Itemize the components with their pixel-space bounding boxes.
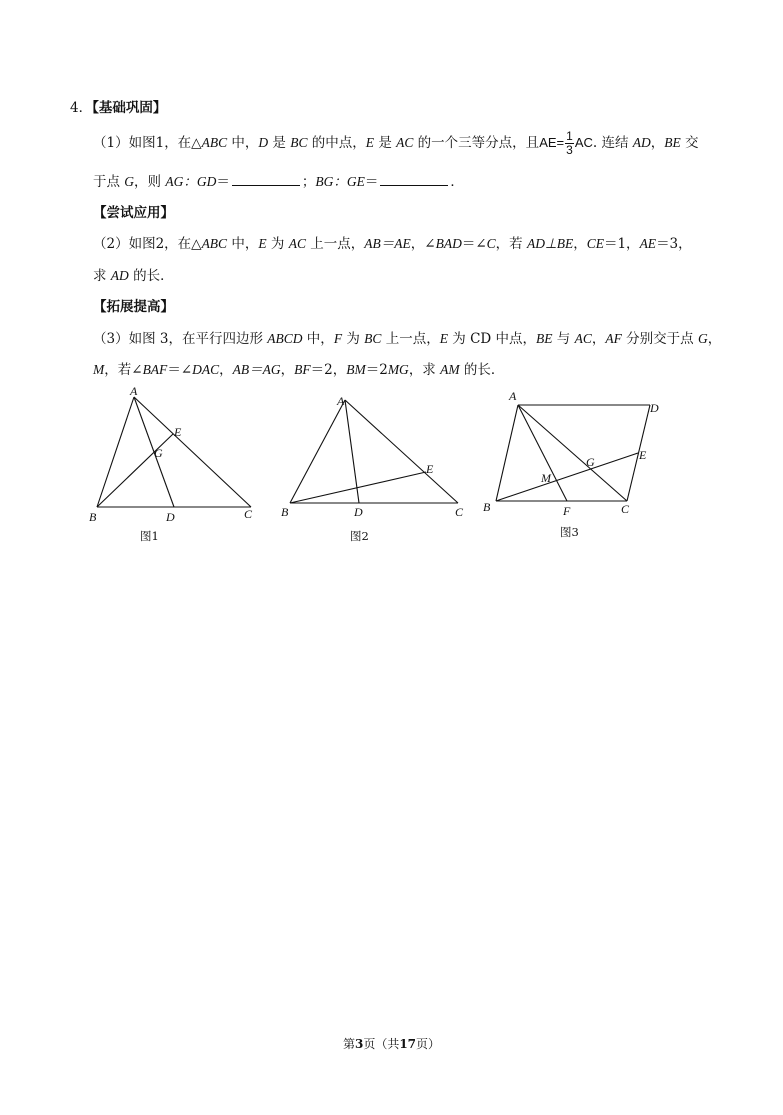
fraction-numerator: 1 bbox=[566, 129, 573, 143]
fig3-segment-be bbox=[496, 453, 638, 501]
section-title-basic: 【基础巩固】 bbox=[92, 100, 167, 116]
fig1-segment-be bbox=[97, 434, 173, 507]
q1-text: 中， bbox=[227, 134, 259, 151]
fig3-segment-ab bbox=[496, 405, 518, 501]
fraction-denominator: 3 bbox=[566, 143, 573, 157]
q2-text: ， bbox=[573, 236, 587, 252]
q3-var: F bbox=[333, 331, 343, 346]
q3-text: ，若∠ bbox=[104, 362, 143, 378]
fig1-label-d: D bbox=[166, 510, 175, 524]
q2-text: （2）如图2，在△ bbox=[93, 236, 202, 252]
q2-text: ＝∠ bbox=[461, 236, 487, 252]
q1-text: 的一个三等分点，且 bbox=[413, 134, 540, 151]
fig3-label-a: A bbox=[509, 389, 517, 403]
q3-var: BC bbox=[364, 331, 382, 346]
q3-text: 的长． bbox=[459, 362, 505, 378]
fig3-label-g: G bbox=[586, 455, 595, 469]
q3-var: BM bbox=[346, 362, 366, 377]
fig3-label-e: E bbox=[639, 448, 647, 462]
q1-text: 于点 bbox=[93, 174, 125, 190]
page-number: 3 bbox=[354, 1037, 364, 1051]
fig2-label-c: C bbox=[455, 505, 464, 519]
fig3-label-b: B bbox=[483, 500, 491, 514]
q3-var: M bbox=[93, 362, 105, 377]
q2-var: AC bbox=[288, 236, 306, 251]
q2-text: 上一点， bbox=[305, 236, 365, 252]
fig1-label-a: A bbox=[130, 384, 138, 398]
q3-var: AB＝AG bbox=[232, 362, 281, 377]
q3-var: AM bbox=[440, 362, 460, 377]
q1-var: ABC bbox=[201, 134, 228, 150]
q2-text: ，∠ bbox=[410, 236, 436, 252]
q1-ratio-bg-ge: BG：GE bbox=[315, 174, 365, 189]
fig1-label-b: B bbox=[89, 510, 97, 524]
fig2-segment-ab bbox=[290, 400, 345, 503]
q3-text: ＝∠ bbox=[167, 362, 193, 378]
q1-text: ； bbox=[301, 174, 316, 190]
q3-text: 为 bbox=[342, 331, 365, 347]
q1-fig-ref: 1 bbox=[155, 134, 165, 151]
q3-var: MG bbox=[387, 362, 409, 377]
q1-text: ． bbox=[450, 174, 464, 190]
fig3-segment-af bbox=[518, 405, 567, 501]
page-total: 17 bbox=[399, 1037, 417, 1051]
q2-var: AD⊥BE bbox=[526, 236, 574, 251]
q1-var: G bbox=[124, 174, 135, 189]
q3-var: BAF bbox=[142, 362, 168, 377]
q2-var: AD bbox=[110, 268, 129, 283]
q1-text: 交 bbox=[680, 134, 699, 151]
fig2-label-e: E bbox=[426, 462, 434, 476]
q2-var: C bbox=[486, 236, 496, 251]
q1-var: E bbox=[365, 134, 375, 150]
q2-var: E bbox=[258, 236, 267, 251]
formula-ac-label: AC bbox=[574, 134, 593, 150]
q2-var: AB＝AE bbox=[364, 236, 411, 251]
q3-text: ， bbox=[591, 331, 606, 347]
footer-text: 页） bbox=[416, 1037, 441, 1051]
q3-text: ， bbox=[219, 362, 233, 378]
fig2-label-b: B bbox=[281, 505, 289, 519]
q3-text: ＝2， bbox=[310, 362, 347, 378]
q3-var: E bbox=[439, 331, 448, 346]
q2-text: 中， bbox=[227, 236, 259, 252]
q3-var: BE bbox=[536, 331, 553, 346]
q3-var: AF bbox=[605, 331, 622, 346]
fig2-label-d: D bbox=[354, 505, 363, 519]
q2-var: BAD bbox=[435, 236, 462, 251]
q1-var: D bbox=[258, 134, 269, 150]
footer-text: 页（共 bbox=[363, 1037, 400, 1051]
q3-text: ＝2 bbox=[365, 362, 388, 378]
figure-2-caption: 图2 bbox=[350, 529, 369, 543]
figure-1-caption: 图1 bbox=[140, 529, 159, 543]
q3-text: 中， bbox=[302, 331, 334, 347]
fig3-label-m: M bbox=[541, 471, 551, 485]
q3-text: 上一点， bbox=[381, 331, 440, 347]
q3-text: ， bbox=[280, 362, 295, 378]
q3-var: DAC bbox=[192, 362, 220, 377]
fig1-label-g: G bbox=[154, 446, 163, 460]
q1-var: AD bbox=[632, 134, 651, 150]
q1-text: （1）如图 bbox=[93, 134, 156, 151]
section-title-apply: 【尝试应用】 bbox=[93, 205, 174, 221]
q1-text: 是 bbox=[374, 134, 397, 151]
formula-equals: = bbox=[556, 134, 565, 150]
fig3-label-c: C bbox=[621, 502, 630, 516]
q1-text: ＝ bbox=[216, 174, 230, 190]
formula-ae-label: AE bbox=[539, 134, 557, 150]
q2-text: 求 bbox=[93, 268, 111, 284]
q3-text: 中点， bbox=[491, 331, 537, 347]
q1-text: ， bbox=[650, 134, 665, 151]
section-title-extend: 【拓展提高】 bbox=[93, 299, 174, 315]
q3-var: AC bbox=[574, 331, 592, 346]
q3-var: ABCD bbox=[267, 331, 303, 346]
fig3-label-d: D bbox=[650, 401, 659, 415]
q1-var: BE bbox=[664, 134, 681, 150]
q2-text: ＝3， bbox=[656, 236, 692, 252]
q3-text: 分别交于点 bbox=[621, 331, 698, 347]
fig1-segment-ac bbox=[134, 397, 251, 507]
q2-var: ABC bbox=[201, 236, 228, 251]
q1-text: . 连结 bbox=[592, 134, 633, 151]
q2-var: CE bbox=[586, 236, 604, 251]
fig2-segment-ac bbox=[345, 400, 458, 503]
q1-var: AC bbox=[396, 134, 414, 150]
q2-text: 的长． bbox=[128, 268, 174, 284]
page-footer bbox=[0, 1035, 783, 1052]
figure-3-caption: 图3 bbox=[560, 525, 579, 539]
q2-text: ，若 bbox=[495, 236, 527, 252]
q3-var: G bbox=[697, 331, 708, 346]
q3-text: 为 bbox=[447, 331, 471, 347]
q1-text: ，在△ bbox=[164, 134, 202, 151]
fig3-segment-ac bbox=[518, 405, 627, 501]
q3-var: BF bbox=[294, 362, 311, 377]
footer-text: 第 bbox=[342, 1037, 355, 1051]
fig1-label-c: C bbox=[244, 507, 253, 521]
q3-text: ，求 bbox=[408, 362, 441, 378]
q1-text: 是 bbox=[268, 134, 291, 151]
fig2-label-a: A bbox=[337, 394, 345, 408]
fig1-label-e: E bbox=[174, 425, 182, 439]
q3-text: （3）如图 3，在平行四边形 bbox=[93, 331, 268, 347]
fig3-label-f: F bbox=[563, 504, 571, 518]
q3-text: 与 bbox=[552, 331, 575, 347]
q2-var: AE bbox=[639, 236, 657, 251]
problem-number: 4． bbox=[70, 100, 93, 116]
q1-var: BC bbox=[290, 134, 308, 150]
q3-text: ， bbox=[707, 331, 722, 347]
q3-var: CD bbox=[470, 331, 492, 347]
q2-text: 为 bbox=[266, 236, 289, 252]
q1-text: 的中点， bbox=[307, 134, 366, 151]
q1-text: ，则 bbox=[134, 174, 166, 190]
q1-text: ＝ bbox=[364, 174, 379, 190]
fig1-segment-ab bbox=[97, 397, 134, 507]
q1-ratio-ag-gd: AG：GD bbox=[165, 174, 217, 189]
q2-text: ＝1， bbox=[603, 236, 640, 252]
